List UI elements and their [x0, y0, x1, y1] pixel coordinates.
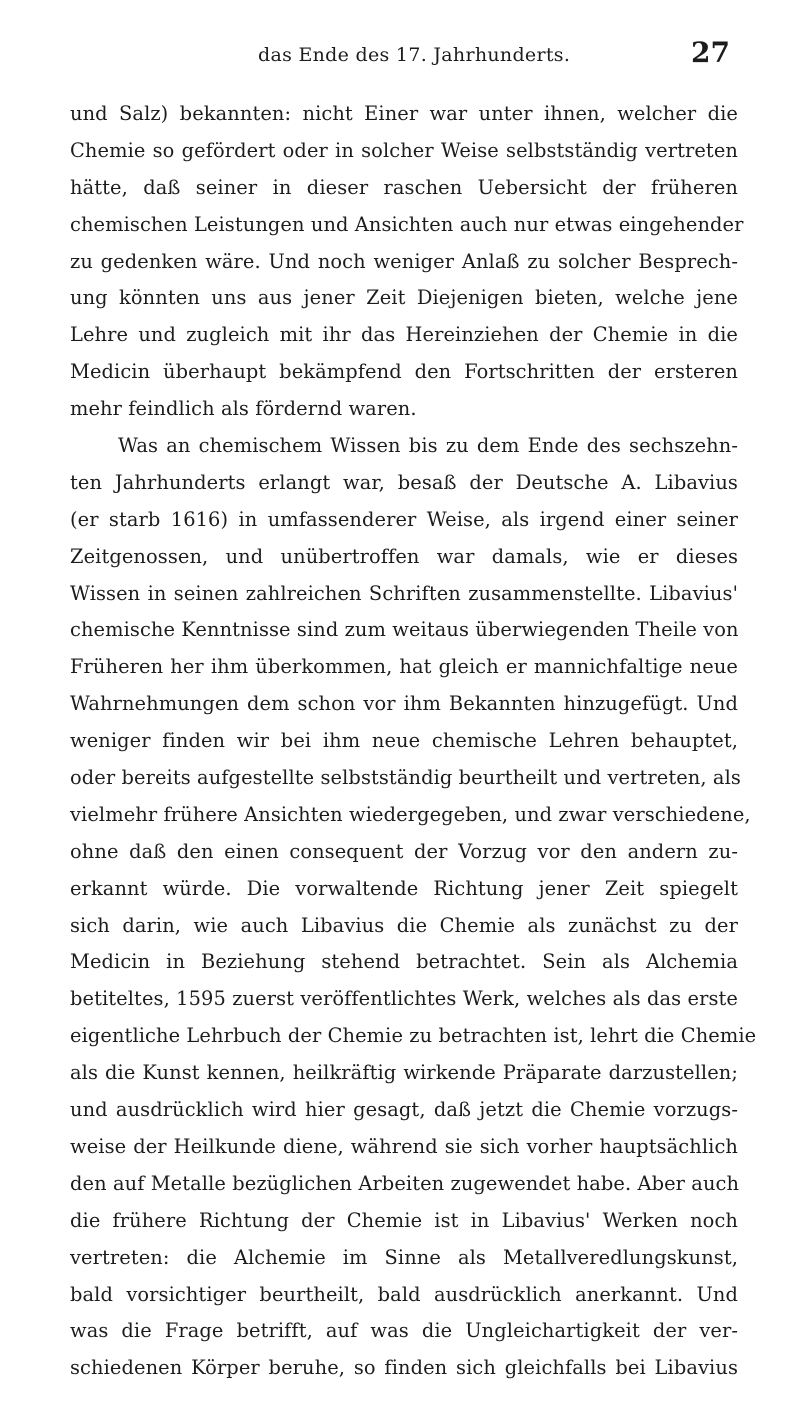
- text-line: Wahrnehmungen dem schon vor ihm Bekannten hinzugefügt. Und: [70, 692, 738, 716]
- text-line: chemischen Leistungen und Ansichten auch nur etwas eingehender: [70, 212, 744, 236]
- text-line: Chemie so gefördert oder in solcher Weise selbstständig vertreten: [70, 138, 738, 162]
- text-line: Zeitgenossen, und unübertroffen war damals, wie er dieses: [70, 544, 738, 568]
- text-line: als die Kunst kennen, heilkräftig wirkende Präparate darzustellen;: [70, 1061, 738, 1085]
- paragraph-end-line: mehr feindlich als fördernd waren.: [70, 397, 417, 421]
- running-title: das Ende des 17. Jahrhunderts.: [258, 44, 571, 66]
- text-line: sich darin, wie auch Libavius die Chemie als zunächst zu der: [70, 913, 738, 937]
- page-number: 27: [691, 36, 730, 69]
- text-line: chemische Kenntnisse sind zum weitaus überwiegenden Theile von: [70, 618, 739, 642]
- body-text: [70, 96, 757, 1387]
- text-line: ten Jahrhunderts erlangt war, besaß der Deutsche A. Libavius: [70, 470, 738, 494]
- text-line: bald vorsichtiger beurtheilt, bald ausdrücklich anerkannt. Und: [70, 1282, 738, 1306]
- text-line: eigentliche Lehrbuch der Chemie zu betrachten ist, lehrt die Chemie: [70, 1024, 757, 1048]
- text-line: die frühere Richtung der Chemie ist in Libavius' Werken noch: [70, 1208, 738, 1232]
- paragraph-start-line: Was an chemischem Wissen bis zu dem Ende des sechszehn-: [118, 434, 738, 458]
- text-line: was die Frage betrifft, auf was die Ungleichartigkeit der ver-: [70, 1319, 738, 1343]
- text-line: Früheren her ihm überkommen, hat gleich er mannichfaltige neue: [70, 655, 738, 679]
- text-line: (er starb 1616) in umfassenderer Weise, als irgend einer seiner: [70, 507, 738, 531]
- text-line: und ausdrücklich wird hier gesagt, daß jetzt die Chemie vorzugs-: [70, 1098, 738, 1122]
- text-line: oder bereits aufgestellte selbstständig beurtheilt und vertreten, als: [70, 766, 741, 790]
- text-line: weise der Heilkunde diene, während sie sich vorher hauptsächlich: [70, 1134, 738, 1158]
- text-line: Wissen in seinen zahlreichen Schriften zusammenstellte. Libavius': [70, 581, 738, 605]
- text-line: schiedenen Körper beruhe, so finden sich gleichfalls bei Libavius: [70, 1356, 738, 1380]
- text-line: Medicin in Beziehung stehend betrachtet. Sein als Alchemia: [70, 950, 738, 974]
- text-line: erkannt würde. Die vorwaltende Richtung jener Zeit spiegelt: [70, 876, 738, 900]
- text-line: und Salz) bekannten: nicht Einer war unter ihnen, welcher die: [70, 102, 738, 125]
- text-line: weniger finden wir bei ihm neue chemische Lehren behauptet,: [70, 729, 738, 753]
- text-line: Medicin überhaupt bekämpfend den Fortschritten der ersteren: [70, 360, 738, 384]
- text-line: vielmehr frühere Ansichten wiedergegeben, und zwar verschiedene,: [70, 802, 751, 826]
- text-line: ohne daß den einen consequent der Vorzug vor den andern zu-: [70, 839, 738, 863]
- running-head: [258, 36, 730, 70]
- text-line: hätte, daß seiner in dieser raschen Uebersicht der früheren: [70, 175, 738, 199]
- text-line: betiteltes, 1595 zuerst veröffentlichtes Werk, welches als das erste: [70, 987, 738, 1011]
- text-line: ung könnten uns aus jener Zeit Diejenigen bieten, welche jene: [70, 286, 738, 310]
- text-line: zu gedenken wäre. Und noch weniger Anlaß zu solcher Besprech-: [70, 249, 738, 273]
- text-line: Lehre und zugleich mit ihr das Hereinziehen der Chemie in die: [70, 323, 738, 347]
- text-line: den auf Metalle bezüglichen Arbeiten zugewendet habe. Aber auch: [70, 1171, 740, 1195]
- text-line: vertreten: die Alchemie im Sinne als Metallveredlungskunst,: [70, 1245, 738, 1269]
